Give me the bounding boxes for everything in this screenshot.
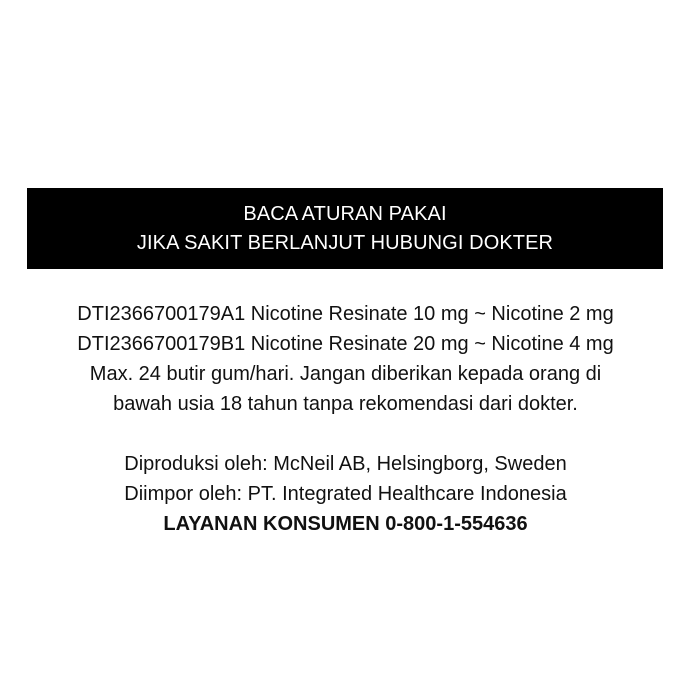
registration-line-4mg: DTI2366700179B1 Nicotine Resinate 20 mg ~ Nicotine 4 mg <box>77 333 614 355</box>
warning-line-read-instructions: BACA ATURAN PAKAI <box>243 202 447 225</box>
registration-line-2mg: DTI2366700179A1 Nicotine Resinate 10 mg ~ Nicotine 2 mg <box>77 303 614 325</box>
consumer-service-line: LAYANAN KONSUMEN 0-800-1-554636 <box>163 513 528 535</box>
dosage-warning-line-1: Max. 24 butir gum/hari. Jangan diberikan kepada orang di <box>89 363 602 385</box>
manufacturer-line: Diproduksi oleh: McNeil AB, Helsingborg, Sweden <box>124 453 567 475</box>
spacer <box>0 419 691 449</box>
warning-banner <box>27 188 663 269</box>
warning-line-consult-doctor: JIKA SAKIT BERLANJUT HUBUNGI DOKTER <box>136 231 554 254</box>
importer-line: Diimpor oleh: PT. Integrated Healthcare Indonesia <box>124 483 567 505</box>
dosage-warning-line-2: bawah usia 18 tahun tanpa rekomendasi dari dokter. <box>113 393 578 415</box>
product-info-block <box>0 299 691 539</box>
